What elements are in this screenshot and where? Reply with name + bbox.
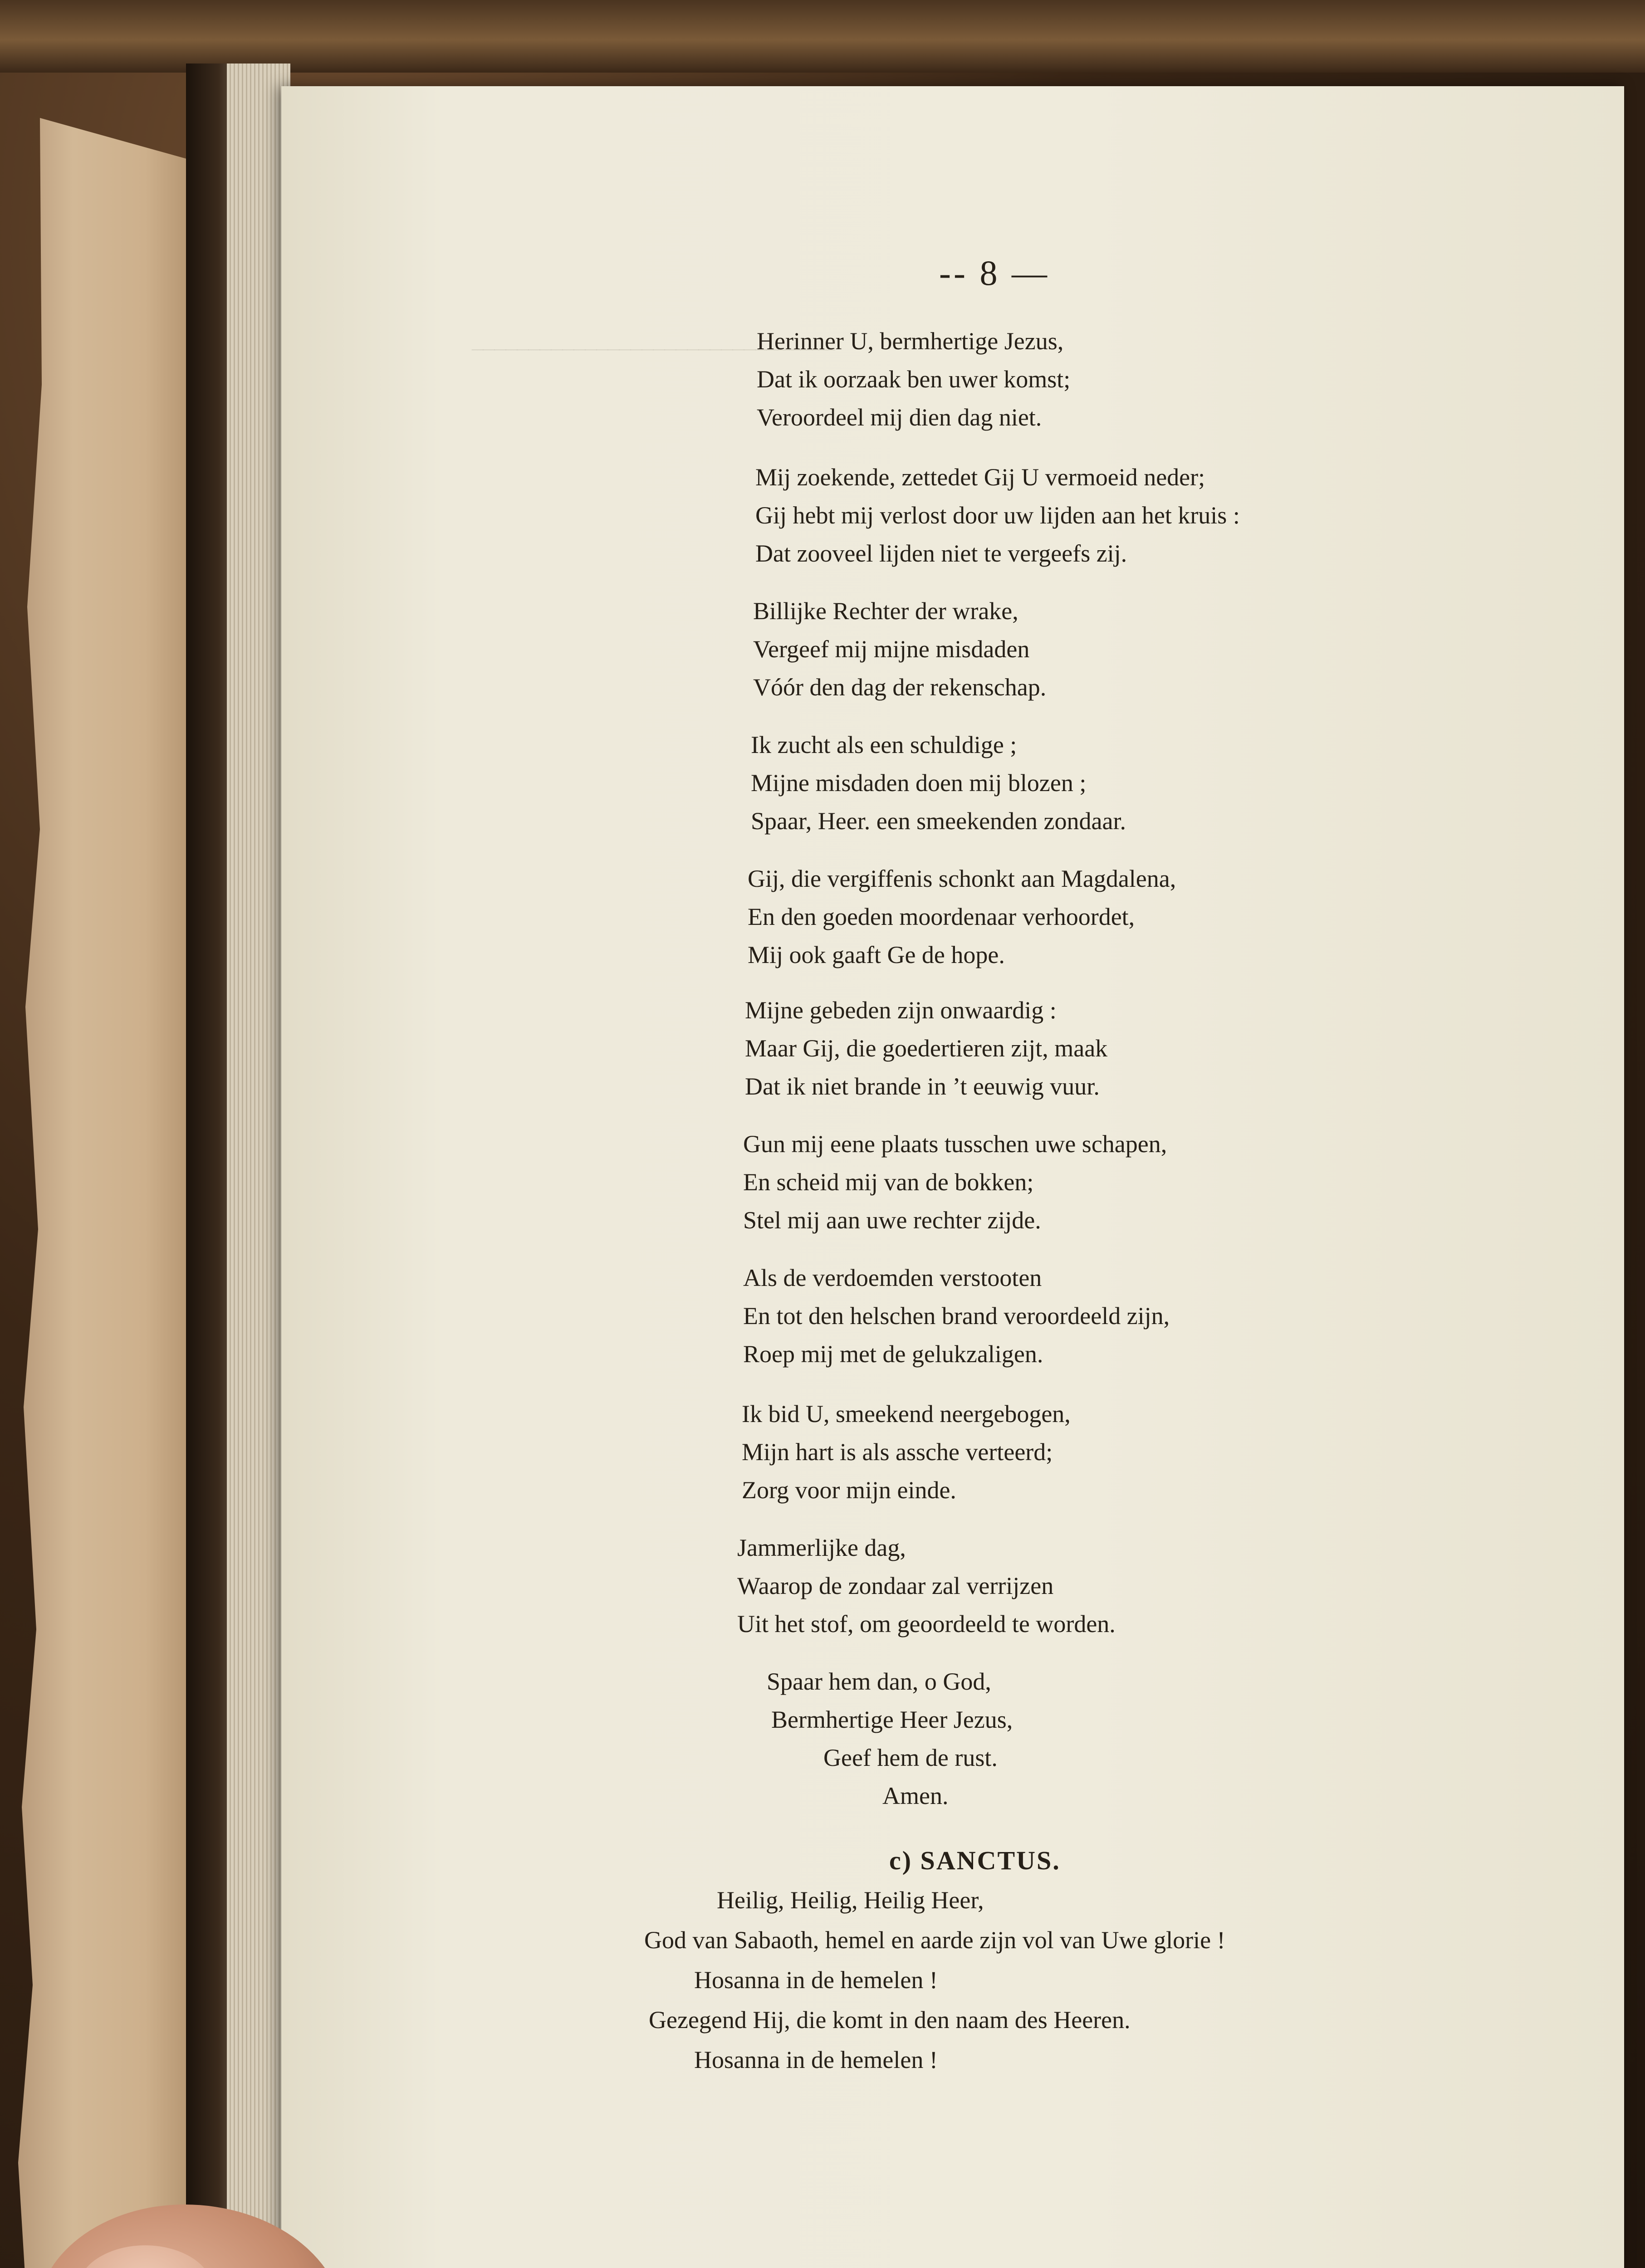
verse-line: Veroordeel mij dien dag niet. [757, 404, 1042, 431]
verse-line: Gun mij eene plaats tusschen uwe schapen, [743, 1130, 1167, 1158]
verse-line: Zorg voor mijn einde. [742, 1476, 956, 1504]
verse-line: Als de verdoemden verstooten [743, 1264, 1042, 1291]
verse-line: Bermhertige Heer Jezus, [771, 1706, 1013, 1733]
verse-line: Roep mij met de gelukzaligen. [743, 1340, 1043, 1368]
show-through-text: ________________________________ [472, 327, 835, 352]
stanza [743, 1259, 1170, 1373]
sanctus-text [644, 1880, 1225, 2080]
verse-line: Mij zoekende, zettedet Gij U vermoeid neder; [755, 464, 1205, 491]
verse-line: Mijne gebeden zijn onwaardig : [745, 997, 1057, 1024]
verse-line: En scheid mij van de bokken; [743, 1168, 1034, 1196]
verse-line: Billijke Rechter der wrake, [753, 597, 1018, 625]
verse-line: Gij, die vergiffenis schonkt aan Magdalena, [748, 865, 1176, 892]
stanza [757, 322, 1070, 436]
verse-line: Ik zucht als een schuldige ; [751, 731, 1017, 758]
stanza [743, 1125, 1167, 1239]
verse-line: Dat ik niet brande in ’t eeuwig vuur. [745, 1073, 1100, 1100]
page-edges [227, 64, 290, 2268]
verse-line: Maar Gij, die goedertieren zijt, maak [745, 1035, 1108, 1062]
stanza [748, 860, 1176, 974]
stanza [737, 1529, 1116, 1643]
stanza [742, 1395, 1071, 1509]
torn-flyleaf [18, 118, 200, 2268]
verse-line: Mij ook gaaft Ge de hope. [748, 941, 1005, 968]
verse-line: Hosanna in de hemelen ! [694, 1966, 938, 1994]
verse-line: Heilig, Heilig, Heilig Heer, [717, 1887, 984, 1914]
verse-line: Vóór den dag der rekenschap. [753, 674, 1047, 701]
verse-line: Gij hebt mij verlost door uw lijden aan het kruis : [755, 502, 1240, 529]
verse-line: Mijn hart is als assche verteerd; [742, 1438, 1053, 1466]
page-number: -- 8 — [939, 253, 1050, 293]
section-heading: c) SANCTUS. [889, 1846, 1061, 1875]
amen: Amen. [882, 1782, 949, 1809]
verse-line: Uit het stof, om geoordeeld te worden. [737, 1610, 1116, 1637]
verse-line: Ik bid U, smeekend neergebogen, [742, 1400, 1071, 1427]
book-cover-top [0, 0, 1645, 73]
stanza [755, 458, 1240, 572]
verse-line: Gezegend Hij, die komt in den naam des Heeren. [649, 2006, 1131, 2033]
verse-line: God van Sabaoth, hemel en aarde zijn vol van Uwe glorie ! [644, 1926, 1225, 1954]
verse-line: Herinner U, bermhertige Jezus, [757, 327, 1064, 355]
stanza [745, 991, 1107, 1105]
verse-line: Dat zooveel lijden niet te vergeefs zij. [755, 540, 1127, 567]
verse-line: Geef hem de rust. [823, 1744, 998, 1771]
stanza [751, 726, 1126, 840]
closing-stanza [767, 1662, 1013, 1815]
verse-line: Hosanna in de hemelen ! [694, 2046, 938, 2073]
verse-line: En tot den helschen brand veroordeeld zijn, [743, 1302, 1170, 1330]
verse-line: Stel mij aan uwe rechter zijde. [743, 1207, 1041, 1234]
verse-line: Mijne misdaden doen mij blozen ; [751, 769, 1087, 797]
verse-line: Vergeef mij mijne misdaden [753, 635, 1030, 663]
verse-line: Spaar, Heer. een smeekenden zondaar. [751, 807, 1126, 835]
verse-line: En den goeden moordenaar verhoordet, [748, 903, 1135, 930]
verse-line: Dat ik oorzaak ben uwer komst; [757, 366, 1071, 393]
verse-line: Jammerlijke dag, [737, 1534, 906, 1561]
stanza [753, 592, 1046, 706]
verse-line: Waarop de zondaar zal verrijzen [737, 1572, 1054, 1599]
verse-line: Spaar hem dan, o God, [767, 1668, 991, 1695]
